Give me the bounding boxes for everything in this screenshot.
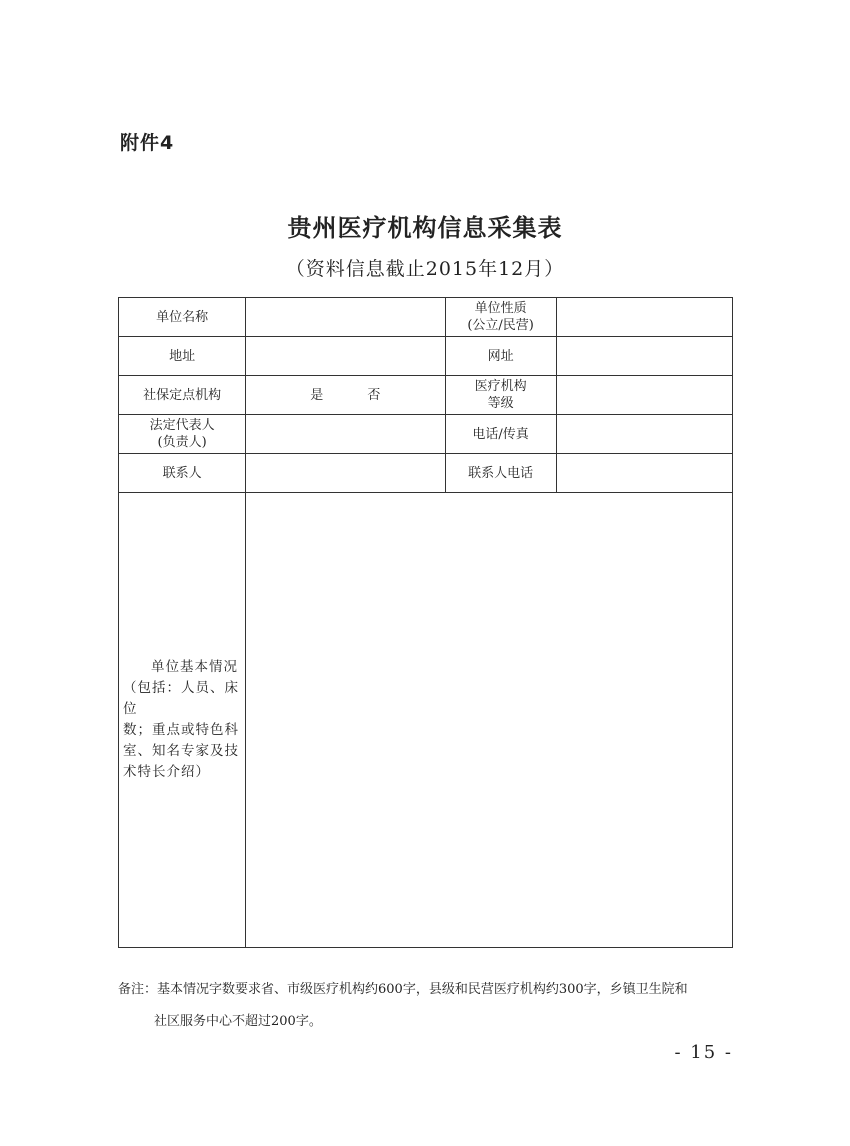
website-field[interactable]: [556, 337, 732, 376]
legal-rep-field[interactable]: [246, 415, 445, 454]
yes-option[interactable]: 是: [310, 387, 324, 403]
table-row: [119, 454, 733, 493]
phone-fax-label: 电话/传真: [445, 415, 556, 454]
grade-label-line1: 医疗机构: [474, 379, 527, 394]
unit-nature-label-line1: 单位性质: [474, 301, 527, 316]
contact-phone-field[interactable]: [556, 454, 732, 493]
grade-label: [445, 376, 556, 415]
contact-field[interactable]: [246, 454, 445, 493]
unit-nature-label-line2: (公立/民营): [467, 318, 534, 333]
no-option[interactable]: 否: [367, 387, 381, 403]
table-row: [119, 493, 733, 948]
grade-label-line2: 等级: [487, 396, 514, 411]
basic-info-line: （包括：人员、床位: [123, 680, 239, 717]
unit-nature-label: [445, 298, 556, 337]
legal-rep-label-line1: 法定代表人: [149, 418, 215, 433]
address-label: 地址: [119, 337, 246, 376]
basic-info-line: 术特长介绍）: [123, 764, 210, 780]
note: [118, 974, 738, 1038]
table-row: [119, 298, 733, 337]
table-row: [119, 415, 733, 454]
table-row: [119, 337, 733, 376]
phone-fax-field[interactable]: [556, 415, 732, 454]
grade-field[interactable]: [556, 376, 732, 415]
note-line: 备注：基本情况字数要求省、市级医疗机构约600字，县级和民营医疗机构约300字，乡镇卫生院和: [118, 982, 688, 997]
basic-info-line: 室、知名专家及技: [123, 743, 239, 759]
address-field[interactable]: [246, 337, 445, 376]
contact-phone-label: 联系人电话: [445, 454, 556, 493]
legal-rep-label-line2: (负责人): [157, 435, 207, 450]
website-label: 网址: [445, 337, 556, 376]
basic-info-line: 单位基本情况: [151, 659, 238, 675]
form-subtitle: （资料信息截止2015年12月）: [285, 258, 565, 280]
table-row: [119, 376, 733, 415]
social-security-label: 社保定点机构: [119, 376, 246, 415]
note-line: 社区服务中心不超过200字。: [154, 1014, 322, 1029]
attachment-label: 附件4: [120, 132, 175, 154]
unit-name-label: 单位名称: [119, 298, 246, 337]
legal-rep-label: [119, 415, 246, 454]
social-security-choice[interactable]: [246, 376, 445, 415]
unit-nature-field[interactable]: [556, 298, 732, 337]
unit-name-field[interactable]: [246, 298, 445, 337]
page-number: - 15 -: [674, 1042, 733, 1063]
basic-info-label: [119, 493, 246, 948]
basic-info-line: 数；重点或特色科: [123, 722, 239, 738]
basic-info-field[interactable]: [246, 493, 733, 948]
form-title: 贵州医疗机构信息采集表: [287, 213, 563, 242]
contact-label: 联系人: [119, 454, 246, 493]
info-collection-table: [118, 297, 733, 948]
